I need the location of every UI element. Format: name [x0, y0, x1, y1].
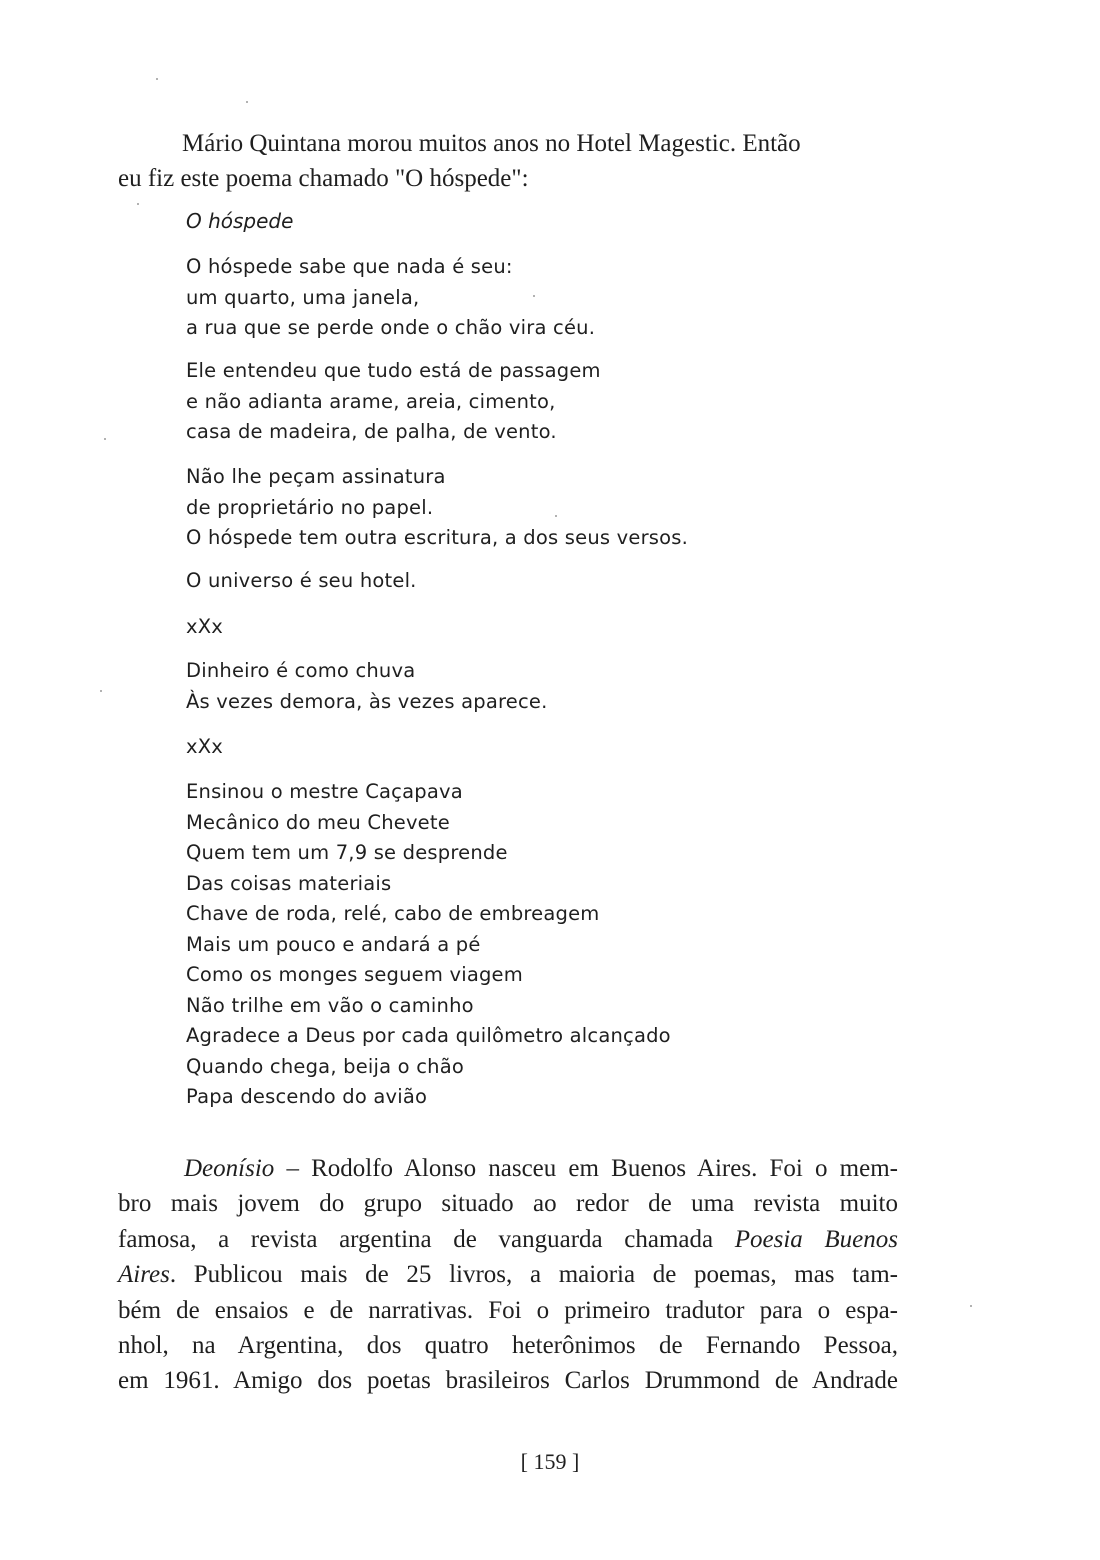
section-separator	[186, 612, 223, 643]
intro-line: Mário Quintana morou muitos anos no Hotel Magestic. Então	[182, 130, 801, 157]
poem-stanza	[186, 462, 688, 554]
prose-line: em 1961. Amigo dos poetas brasileiros Carlos Drummond de Andrade	[118, 1367, 898, 1395]
poem-stanza	[186, 252, 595, 344]
poem-line: Papa descendo do avião	[186, 1085, 428, 1108]
prose-text: famosa, a revista argentina de vanguarda chamada	[118, 1225, 735, 1253]
separator-text: xXx	[186, 615, 224, 638]
poem-line: de proprietário no papel.	[186, 495, 434, 519]
separator-text: xXx	[186, 735, 224, 758]
prose-line	[118, 1222, 898, 1257]
poem-line: Das coisas materiais	[186, 871, 392, 895]
scan-speck	[246, 101, 248, 103]
poem-line: Mecânico do meu Chevete	[186, 810, 450, 834]
poem-line: Chave de roda, relé, cabo de embreagem	[186, 902, 600, 925]
poem-line: Agradece a Deus por cada quilômetro alcançado	[186, 1024, 671, 1047]
poem-line: Mais um pouco e andará a pé	[186, 932, 481, 956]
poem-line: Como os monges seguem viagem	[186, 963, 523, 986]
poem-line: casa de madeira, de palha, de vento.	[186, 420, 557, 443]
poem-line: Ele entendeu que tudo está de passagem	[186, 359, 601, 382]
magazine-title: Aires	[118, 1261, 170, 1289]
poem-line: e não adianta arame, areia, cimento,	[186, 389, 556, 413]
poem-line: O hóspede sabe que nada é seu:	[186, 255, 513, 278]
scan-speck	[100, 690, 102, 692]
prose-line: nhol, na Argentina, dos quatro heterônimos de Fernando Pessoa,	[118, 1331, 898, 1359]
section-separator	[186, 732, 223, 763]
poem-line: Às vezes demora, às vezes aparece.	[186, 689, 548, 713]
prose-text: . Publicou mais de 25 livros, a maioria de poemas, mas tam-	[169, 1261, 898, 1289]
poem-line: Quem tem um 7,9 se desprende	[186, 841, 508, 864]
scan-speck	[970, 1305, 972, 1307]
scan-speck	[137, 203, 139, 205]
poem-line: O universo é seu hotel.	[186, 569, 417, 592]
page-number: [ 159 ]	[520, 1449, 580, 1474]
intro-line: eu fiz este poema chamado "O hóspede":	[118, 165, 529, 192]
verse-mechanic	[186, 777, 671, 1113]
poem-line: Dinheiro é como chuva	[186, 659, 416, 682]
poem-line: Ensinou o mestre Caçapava	[186, 780, 463, 803]
intro-paragraph	[118, 126, 908, 196]
poem-line: Quando chega, beija o chão	[186, 1054, 464, 1078]
verse-money	[186, 656, 548, 717]
poem-stanza	[186, 356, 601, 448]
magazine-title: Poesia Buenos	[734, 1225, 898, 1253]
scan-speck	[156, 78, 158, 80]
poem-line: Não trilhe em vão o caminho	[186, 993, 474, 1017]
prose-line: bro mais jovem do grupo situado ao redor de uma revista muito	[118, 1190, 898, 1218]
poem-title: O hóspede	[186, 209, 294, 233]
scan-speck	[104, 438, 106, 440]
poem-line: um quarto, uma janela,	[186, 285, 420, 309]
prose-line: bém de ensaios e de narrativas. Foi o primeiro tradutor para o espa-	[118, 1296, 898, 1324]
speaker-name: Deonísio	[184, 1155, 275, 1182]
poem-stanza	[186, 566, 417, 597]
prose-line	[118, 1151, 898, 1186]
poem-line: a rua que se perde onde o chão vira céu.	[186, 316, 596, 339]
prose-line	[118, 1257, 898, 1292]
prose-text: – Rodolfo Alonso nasceu em Buenos Aires. Foi o mem-	[274, 1155, 898, 1182]
prose-paragraph	[118, 1151, 898, 1399]
poem-line: O hóspede tem outra escritura, a dos seus versos.	[186, 526, 689, 549]
poem-line: Não lhe peçam assinatura	[186, 465, 446, 488]
